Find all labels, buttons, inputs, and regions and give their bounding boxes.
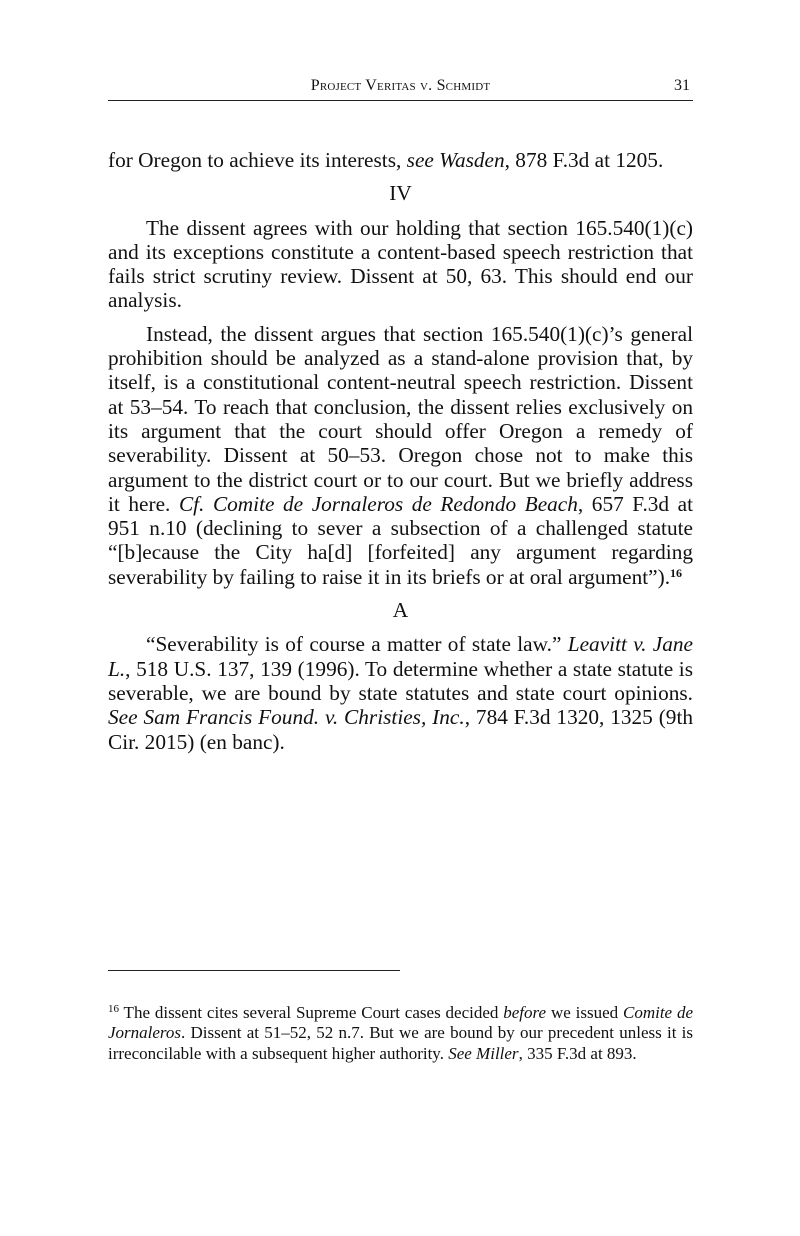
footnote-text: , 335 F.3d at 893.: [518, 1043, 637, 1063]
page-number: 31: [674, 77, 690, 94]
paragraph-severability-argument: [108, 322, 693, 589]
case-citation: Comite de Jornaleros: [108, 1003, 693, 1043]
case-citation: Leavitt v. Jane L.: [108, 632, 693, 681]
section-heading-iv: IV: [389, 181, 412, 206]
footnote-number: 16: [108, 1003, 119, 1015]
footnote-16: [108, 1003, 693, 1064]
footnote-divider: [108, 970, 400, 971]
case-citation: See Miller: [448, 1043, 519, 1063]
paragraph-text: , 518 U.S. 137, 139 (1996). To determine whether a state statute is severable, we are bound by state statutes and state court opinions.: [108, 656, 693, 705]
footnote-text: . Dissent at 51–52, 52 n.7. But we are bound by our precedent unless it is irreconcilable with a subsequent higher authority.: [108, 1023, 693, 1063]
opinion-body: [108, 148, 693, 763]
footnote-text: we issued: [546, 1003, 623, 1022]
paragraph-text: , 784 F.3d 1320, 1325 (9th Cir. 2015) (en banc).: [108, 705, 694, 754]
paragraph-text: , 878 F.3d at 1205.: [504, 148, 664, 172]
section-heading-a: A: [392, 598, 409, 623]
running-header: [108, 76, 693, 101]
case-citation: Cf. Comite de Jornaleros de Redondo Beach: [178, 491, 578, 516]
case-citation: see Wasden: [406, 148, 505, 172]
case-citation: See Sam Francis Found. v. Christies, Inc.: [108, 705, 465, 730]
paragraph-text: “Severability is of course a matter of state law.”: [146, 632, 568, 657]
paragraph-dissent-agrees: The dissent agrees with our holding that section 165.540(1)(c) and its exceptions constitute a content-based speech restriction that fails strict scrutiny review. Dissent at 50, 63. This should end our analysis.: [108, 215, 693, 313]
paragraph-text: for Oregon to achieve its interests,: [108, 148, 407, 172]
footnote-reference[interactable]: 16: [670, 565, 683, 580]
footnote-emphasis: before: [503, 1003, 547, 1022]
header-title: Project Veritas v. Schmidt: [310, 77, 491, 94]
paragraph-continuation: [108, 148, 693, 172]
paragraph-text: , 657 F.3d at 951 n.10 (declining to sever a subsection of a challenged statute “[b]ecause the City ha[d] [forfeited] any argument regarding severability by failing to raise it in its briefs or at oral argument”).: [108, 491, 693, 589]
paragraph-text: Instead, the dissent argues that section 165.540(1)(c)’s general prohibition should be analyzed as a stand-alone provision that, by itself, is a constitutional content-neutral speech restriction. Dissent at 53–54. To reach that conclusion, the dissent relies exclusively on its argument that the court should offer Oregon a remedy of severability. Dissent at 50–53. Oregon chose not to make this argument to the district court or to our court. But we briefly address it here.: [108, 321, 693, 516]
paragraph-state-law: [108, 632, 693, 753]
footnote-text: The dissent cites several Supreme Court cases decided: [119, 1003, 504, 1022]
